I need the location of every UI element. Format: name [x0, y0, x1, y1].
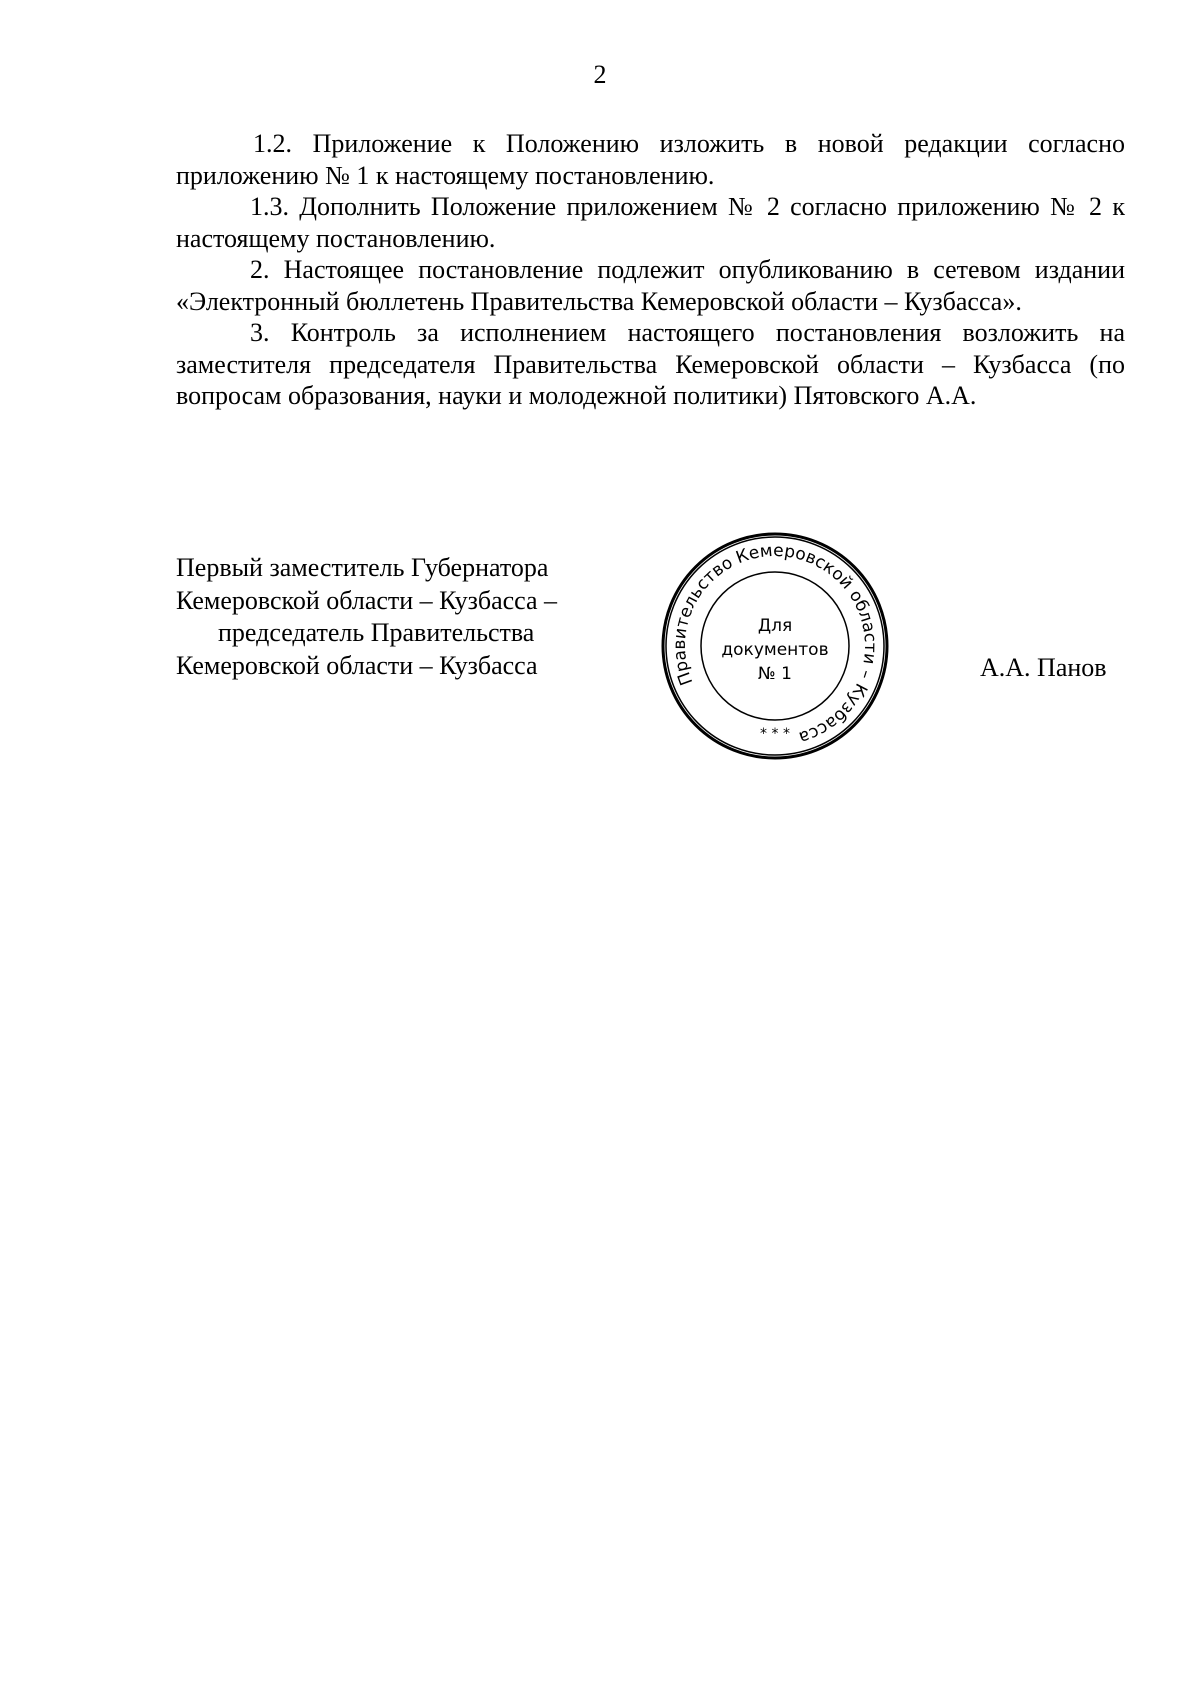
page-number: 2	[593, 60, 607, 89]
seal-ring-text: Правительство Кемеровской области – Кузбасса	[669, 540, 881, 748]
paragraph-1-2: 1.2. Приложение к Положению изложить в новой редакции согласно приложению № 1 к настоящему постановлению.	[176, 129, 1125, 190]
paragraph-1-3: 1.3. Дополнить Положение приложением № 2 согласно приложению № 2 к настоящему постановлению.	[176, 192, 1125, 253]
seal-line-2: документов	[721, 640, 829, 660]
signature-name: А.А. Панов	[980, 653, 1107, 682]
signer-line-3: председатель Правительства	[218, 618, 535, 647]
seal-line-1: Для	[757, 616, 793, 636]
seal-stars: * * *	[760, 726, 790, 742]
paragraph-3: 3. Контроль за исполнением настоящего постановления возложить на заместителя председателя Правительства Кемеровской области – Кузбасса (по вопросам образования, науки и молодежной политики) Пятовского А.А.	[176, 318, 1125, 410]
signer-line-2: Кемеровской области – Кузбасса –	[176, 585, 558, 615]
paragraph-2: 2. Настоящее постановление подлежит опубликованию в сетевом издании «Электронный бюллетень Правительства Кемеровской области – Кузбасса».	[176, 255, 1125, 316]
signer-line-4: Кемеровской области – Кузбасса	[176, 650, 538, 680]
document-body	[176, 128, 1125, 412]
seal-line-3: № 1	[758, 664, 792, 684]
official-seal-stamp	[660, 531, 890, 761]
signer-line-1: Первый заместитель Губернатора	[176, 553, 549, 582]
signer-title	[176, 552, 596, 682]
